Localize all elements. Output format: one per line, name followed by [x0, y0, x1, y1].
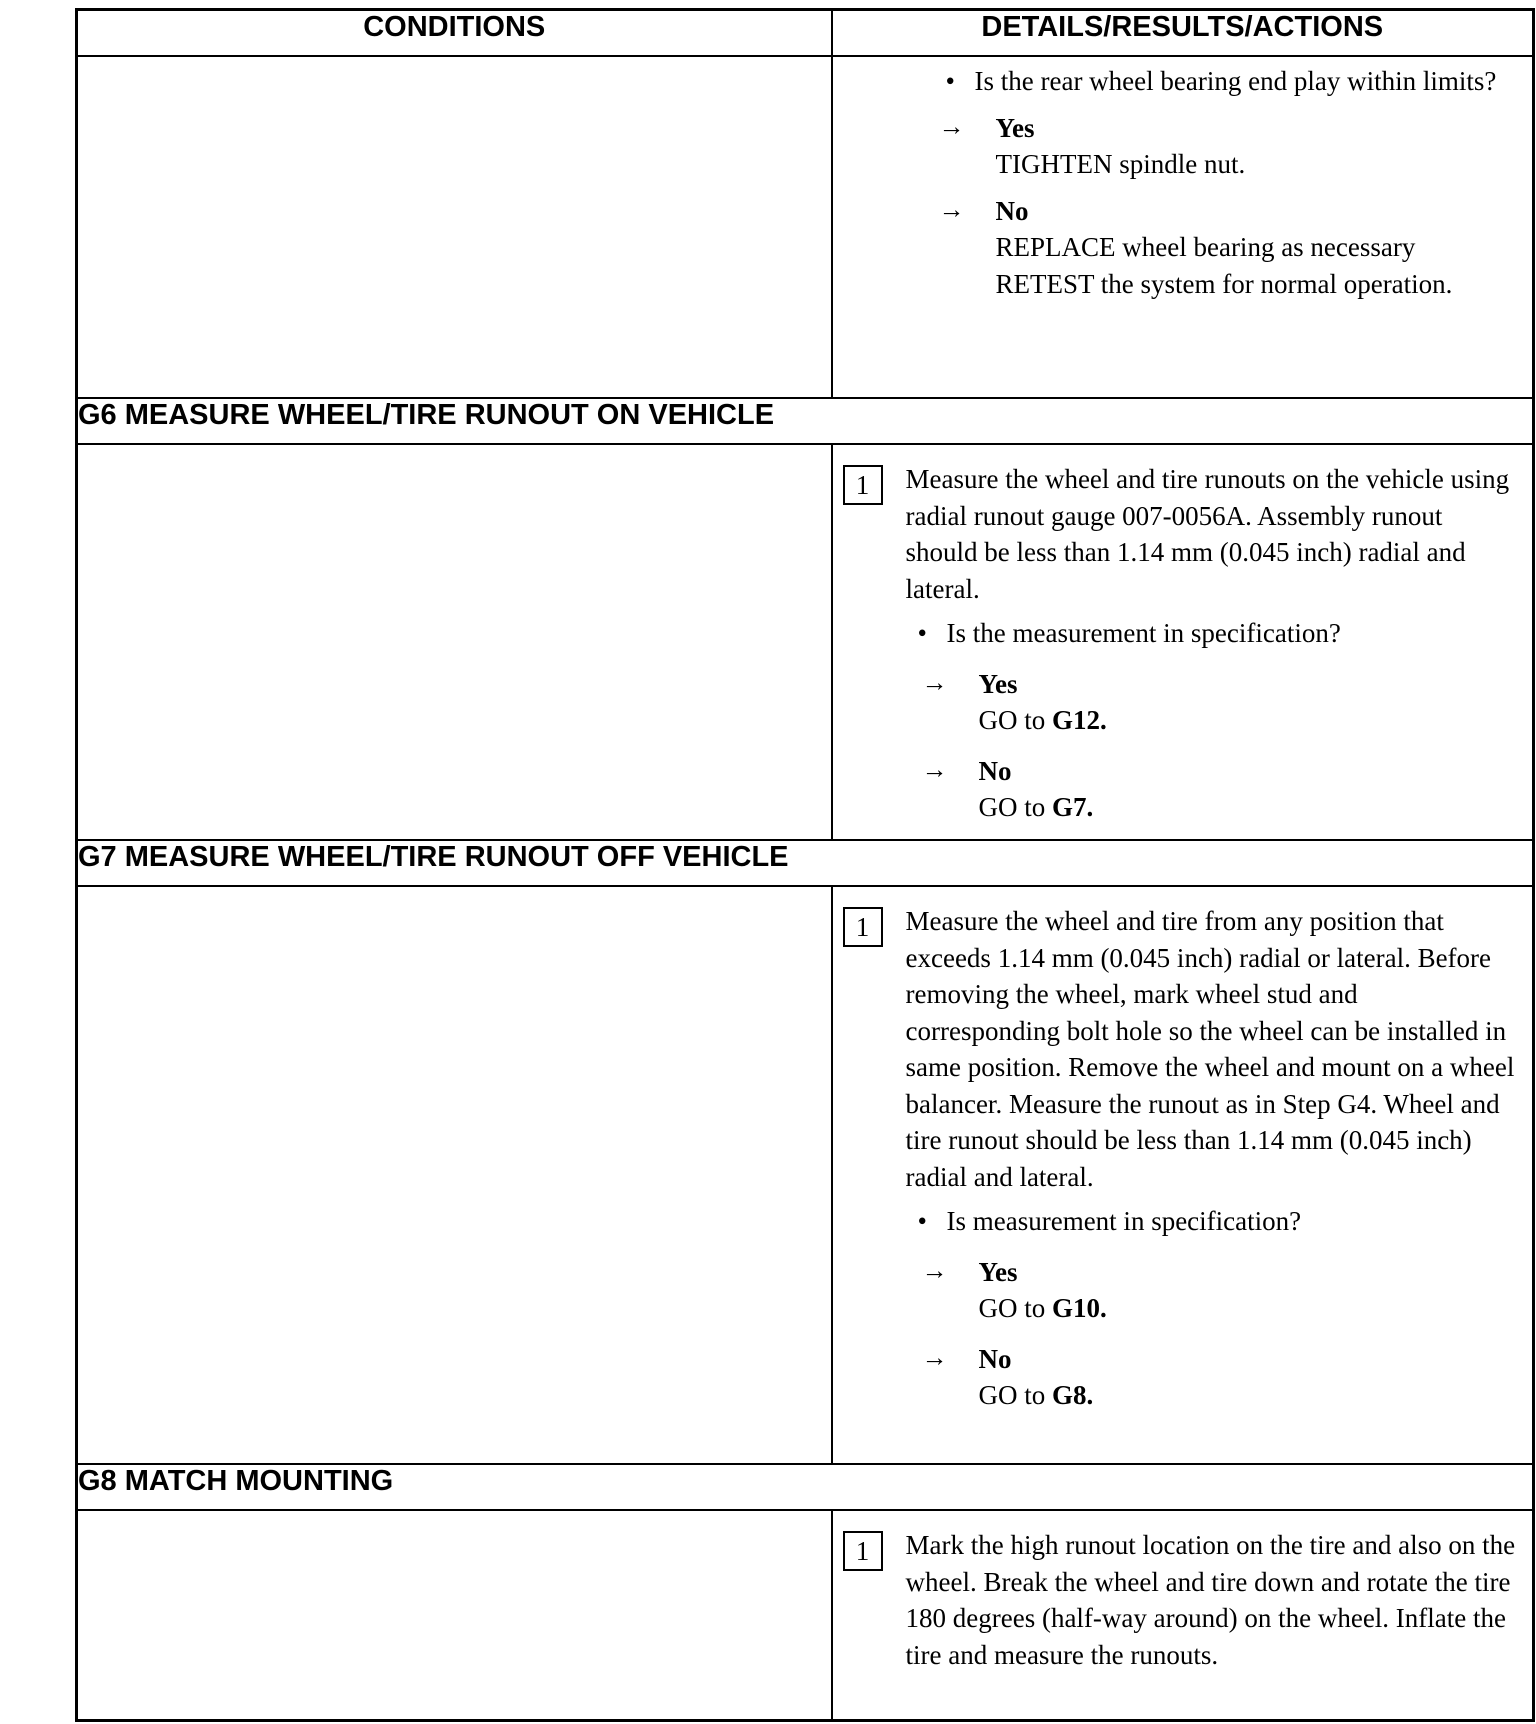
answer-label: Yes [978, 668, 1018, 699]
arrow-icon: → [921, 754, 948, 784]
conditions-cell [77, 886, 832, 1464]
section-body-row [77, 444, 1534, 840]
question [906, 1203, 1519, 1240]
answer-yes [906, 666, 1519, 739]
details-cell [832, 1510, 1534, 1720]
step-text: Mark the high runout location on the tire and also on the wheel. Break the wheel and tire down and rotate the tire 180 degrees (half-way around) on the wheel. Inflate the tire and measure the runouts. [905, 1530, 1516, 1670]
details-cell [832, 886, 1534, 1464]
answer-action: GO to G12. [978, 705, 1107, 735]
step-number-box: 1 [843, 1531, 883, 1571]
section-header-row [77, 1464, 1534, 1510]
answer-action: REPLACE wheel bearing as necessary [995, 232, 1416, 262]
details-cell [832, 56, 1534, 398]
section-body-row [77, 1510, 1534, 1720]
step-reference: G7. [1052, 792, 1094, 822]
details-cell [832, 444, 1534, 840]
answer-label: Yes [978, 1256, 1018, 1287]
question [906, 615, 1519, 652]
section-header-row [77, 398, 1534, 444]
answer-yes [934, 110, 1523, 183]
answer-action: GO to G8. [978, 1380, 1094, 1410]
continuation-row [77, 56, 1534, 398]
answer-label: No [978, 755, 1012, 786]
diagnostic-procedure-page [75, 8, 1532, 1722]
details-column-header: DETAILS/RESULTS/ACTIONS [832, 10, 1534, 57]
procedure-table [75, 8, 1535, 1722]
question-text: Is the rear wheel bearing end play within limits? [974, 66, 1497, 96]
answer-action: GO to G7. [978, 792, 1094, 822]
answer-action: TIGHTEN spindle nut. [995, 149, 1246, 179]
answer-label: No [995, 195, 1029, 226]
step-reference: G8. [1052, 1380, 1094, 1410]
bullet-icon: • [917, 1206, 927, 1236]
step-reference: G10. [1052, 1293, 1107, 1323]
section-header-row [77, 840, 1534, 886]
conditions-cell [77, 1510, 832, 1720]
step-text: Measure the wheel and tire from any position that exceeds 1.14 mm (0.045 inch) radial or lateral. Before removing the wheel, mark wheel stud and corresponding bolt hole so the wheel can be installed in same position. Remove the wheel and mount on a wheel balancer. Measure the runout as in Step G4. Wheel and tire runout should be less than 1.14 mm (0.045 inch) radial and lateral. [905, 906, 1515, 1192]
step-number-box: 1 [843, 907, 883, 947]
section-title: G8 MATCH MOUNTING [77, 1464, 1534, 1510]
arrow-icon: → [938, 194, 965, 224]
step-reference: G12. [1052, 705, 1107, 735]
answer-yes [906, 1254, 1519, 1327]
answer-label: No [978, 1343, 1012, 1374]
question [934, 63, 1523, 100]
answer-label: Yes [995, 112, 1035, 143]
bullet-icon: • [917, 618, 927, 648]
conditions-cell [77, 444, 832, 840]
arrow-icon: → [938, 111, 965, 141]
section-title: G6 MEASURE WHEEL/TIRE RUNOUT ON VEHICLE [77, 398, 1534, 444]
table-header-row [77, 10, 1534, 57]
answer-action: GO to G10. [978, 1293, 1107, 1323]
arrow-icon: → [921, 1342, 948, 1372]
conditions-cell [77, 56, 832, 398]
bullet-icon: • [945, 66, 955, 96]
step-number-box: 1 [843, 465, 883, 505]
answer-no [934, 193, 1523, 303]
answer-action: RETEST the system for normal operation. [995, 268, 1453, 299]
answer-no [906, 1341, 1519, 1414]
arrow-icon: → [921, 667, 948, 697]
question-text: Is the measurement in specification? [946, 618, 1341, 648]
conditions-column-header: CONDITIONS [77, 10, 832, 57]
step-text: Measure the wheel and tire runouts on the vehicle using radial runout gauge 007-0056A. Assembly runout should be less than 1.14 mm (0.045 inch) radial and lateral. [905, 464, 1510, 604]
section-title: G7 MEASURE WHEEL/TIRE RUNOUT OFF VEHICLE [77, 840, 1534, 886]
arrow-icon: → [921, 1255, 948, 1285]
answer-no [906, 753, 1519, 826]
question-text: Is measurement in specification? [946, 1206, 1302, 1236]
section-body-row [77, 886, 1534, 1464]
